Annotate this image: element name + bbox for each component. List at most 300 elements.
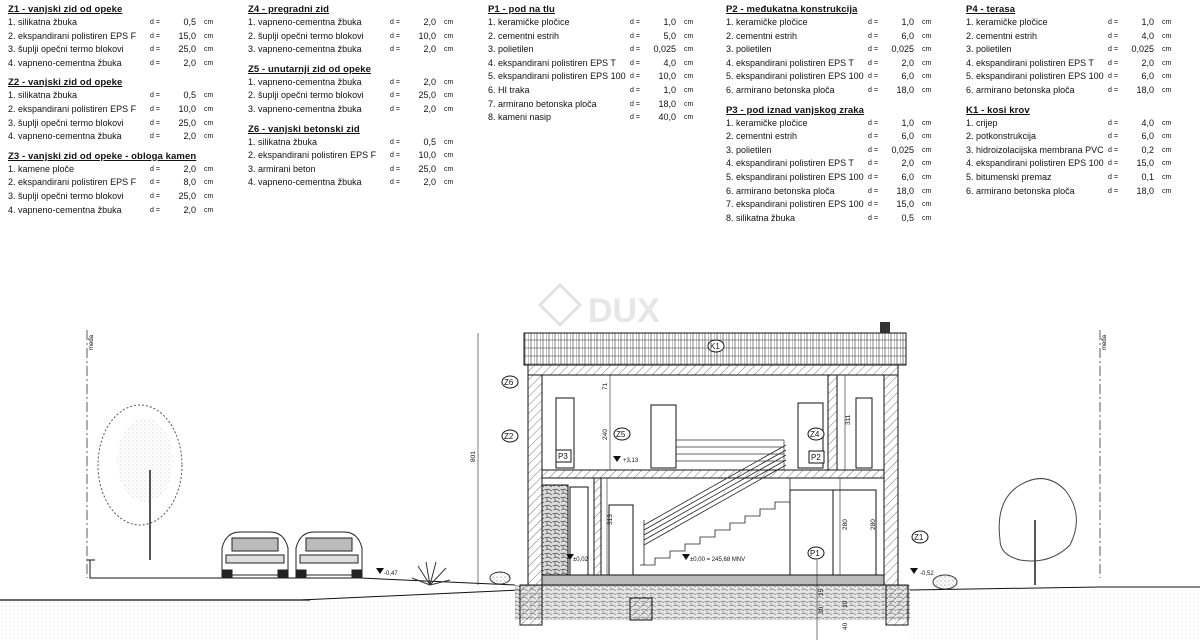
layer-d-label: d = xyxy=(868,214,878,222)
legend-group xyxy=(248,124,466,190)
legend-layer-row xyxy=(488,16,706,30)
legend-group xyxy=(488,4,706,125)
legend-column-4 xyxy=(726,4,944,232)
legend-layer-row xyxy=(488,84,706,98)
layer-number: 1. xyxy=(248,17,256,27)
layer-thickness: 2,0 xyxy=(423,44,436,55)
layer-material: ekspandirani polistiren EPS F xyxy=(18,103,137,114)
layer-d-label: d = xyxy=(1108,146,1118,154)
layer-name xyxy=(966,70,1108,84)
layer-material: vapneno-cementna žbuka xyxy=(18,57,122,68)
svg-text:P3: P3 xyxy=(558,452,568,461)
layer-d-label: d = xyxy=(390,165,400,173)
layer-name xyxy=(966,130,1108,144)
layer-number: 3. xyxy=(726,144,734,155)
layer-unit: cm xyxy=(1162,86,1172,94)
layer-name xyxy=(726,198,868,212)
layer-number: 2. xyxy=(248,30,256,41)
layer-d-label: d = xyxy=(868,119,878,127)
legend-layer-row xyxy=(726,198,944,212)
layer-thickness: 25,0 xyxy=(178,117,196,128)
layer-d-label: d = xyxy=(630,19,640,26)
layer-d-label: d = xyxy=(868,32,878,40)
layer-name xyxy=(966,117,1108,131)
layer-number: 5. xyxy=(726,71,734,82)
layer-d-label: d = xyxy=(868,160,878,168)
legend-layer-row xyxy=(726,57,944,71)
layer-d-label: d = xyxy=(390,179,400,187)
watermark-text: DUX xyxy=(588,292,660,330)
legend-group-title: P1 - pod na tlu xyxy=(488,4,555,15)
layer-number: 1. xyxy=(966,117,974,128)
layer-d-label: d = xyxy=(1108,59,1118,67)
legend-group xyxy=(966,4,1184,98)
dim-lower-right: 280 xyxy=(842,519,849,530)
layer-name xyxy=(488,111,630,125)
layer-unit: cm xyxy=(444,92,454,100)
layer-material: silikatna žbuka xyxy=(258,136,318,147)
layer-thickness: 4,0 xyxy=(1141,117,1154,128)
legend-layer-row xyxy=(488,30,706,44)
layer-d-label: d = xyxy=(1108,86,1118,94)
layer-material: vapneno-cementna žbuka xyxy=(258,44,362,55)
layer-unit: cm xyxy=(204,192,214,200)
legend-layer-row xyxy=(726,70,944,84)
layer-thickness: 25,0 xyxy=(418,163,436,174)
tag-p1 xyxy=(808,547,824,559)
layer-unit: cm xyxy=(922,160,932,168)
dim-lower: 313 xyxy=(607,514,614,525)
layer-d-label: d = xyxy=(150,59,160,67)
legend-layer-row xyxy=(726,212,944,226)
layer-thickness: 4,0 xyxy=(663,57,676,68)
layer-name xyxy=(966,144,1108,158)
layer-material: kameni nasip xyxy=(498,112,552,123)
layer-material: vapneno-cementna žbuka xyxy=(258,76,362,87)
layer-unit: cm xyxy=(204,206,214,214)
layer-number: 3. xyxy=(966,44,974,55)
layer-d-label: d = xyxy=(390,46,400,54)
layer-thickness: 6,0 xyxy=(901,171,914,182)
layer-unit: cm xyxy=(1162,59,1172,67)
layer-d-label: d = xyxy=(1108,119,1118,127)
layer-thickness: 2,0 xyxy=(901,57,914,68)
layer-thickness: 0,1 xyxy=(1141,171,1154,182)
layer-unit: cm xyxy=(922,201,932,209)
layer-number: 1. xyxy=(966,17,974,27)
layer-unit: cm xyxy=(444,138,454,146)
layer-thickness: 15,0 xyxy=(896,199,914,210)
layer-name xyxy=(966,30,1108,44)
legend-layer-row xyxy=(488,70,706,84)
legend-layer-row xyxy=(726,185,944,199)
layer-d-label: d = xyxy=(150,105,160,113)
layer-name xyxy=(8,163,150,177)
layer-thickness: 2,0 xyxy=(183,163,196,174)
layer-number: 3. xyxy=(488,44,496,55)
layer-material: armirano betonska ploča xyxy=(736,84,835,95)
level-ground: ±0,00 = 245,68 MNV xyxy=(690,557,746,563)
layer-unit: cm xyxy=(922,187,932,195)
layer-thickness: 2,0 xyxy=(183,57,196,68)
materials-legend xyxy=(0,0,1200,230)
tag-z5 xyxy=(614,428,630,440)
legend-layer-row xyxy=(248,16,466,30)
layer-material: šuplji opečni termo blokovi xyxy=(18,44,124,55)
layer-material: silikatna žbuka xyxy=(18,90,78,101)
layer-number: 1. xyxy=(726,117,734,128)
layer-number: 6. xyxy=(726,84,734,95)
level-porch: ±0,02 xyxy=(573,557,588,563)
legend-group-title: Z6 - vanjski betonski zid xyxy=(248,123,360,135)
layer-d-label: d = xyxy=(150,179,160,187)
layer-d-label: d = xyxy=(868,19,878,26)
layer-material: armirano betonska ploča xyxy=(498,98,597,109)
layer-thickness: 0,5 xyxy=(183,90,196,101)
layer-material: ekspandirani polistiren EPS F xyxy=(258,150,377,161)
layer-d-label: d = xyxy=(390,32,400,40)
layer-number: 1. xyxy=(726,17,734,27)
layer-material: šuplji opečni termo blokovi xyxy=(258,90,364,101)
layer-unit: cm xyxy=(684,46,694,54)
layer-thickness: 25,0 xyxy=(178,44,196,55)
layer-unit: cm xyxy=(444,19,454,26)
svg-text:K1: K1 xyxy=(710,342,720,351)
legend-layer-row xyxy=(8,117,226,131)
legend-column-3 xyxy=(488,4,706,132)
layer-material: šuplji opečni termo blokovi xyxy=(18,117,124,128)
layer-name xyxy=(248,76,390,90)
legend-group xyxy=(8,77,226,143)
layer-number: 2. xyxy=(488,30,496,41)
layer-material: ekspandirani polistiren EPS 100 xyxy=(976,71,1104,82)
layer-thickness: 40,0 xyxy=(658,112,676,123)
layer-d-label: d = xyxy=(150,46,160,54)
legend-layer-row xyxy=(488,111,706,125)
legend-layer-row xyxy=(8,176,226,190)
layer-material: ekspandirani polistiren EPS F xyxy=(18,177,137,188)
layer-material: crijep xyxy=(976,117,998,128)
legend-layer-row xyxy=(966,57,1184,71)
layer-d-label: d = xyxy=(868,59,878,67)
layer-number: 4. xyxy=(488,57,496,68)
layer-material: polietilen xyxy=(736,144,772,155)
layer-d-label: d = xyxy=(150,92,160,100)
border-right-label: međa xyxy=(1102,334,1108,350)
dim-found-1: 15 xyxy=(818,588,825,596)
layer-unit: cm xyxy=(204,165,214,173)
legend-layer-row xyxy=(248,176,466,190)
legend-group-title: Z5 - unutarnji zid od opeke xyxy=(248,63,372,75)
layer-d-label: d = xyxy=(150,192,160,200)
legend-layer-row xyxy=(966,144,1184,158)
layer-number: 2. xyxy=(966,131,974,142)
layer-name xyxy=(966,185,1108,199)
legend-layer-row xyxy=(248,103,466,117)
layer-d-label: d = xyxy=(1108,187,1118,195)
layer-number: 7. xyxy=(726,199,734,210)
layer-thickness: 0,025 xyxy=(653,44,676,55)
layer-unit: cm xyxy=(204,92,214,100)
layer-d-label: d = xyxy=(630,59,640,67)
building xyxy=(515,322,910,625)
layer-number: 6. xyxy=(966,185,974,196)
legend-layer-row xyxy=(726,157,944,171)
legend-layer-row xyxy=(966,30,1184,44)
layer-d-label: d = xyxy=(390,78,400,86)
layer-name xyxy=(726,30,868,44)
legend-layer-row xyxy=(726,117,944,131)
legend-group xyxy=(8,151,226,217)
layer-number: 1. xyxy=(8,90,16,101)
layer-material: vapneno-cementna žbuka xyxy=(258,17,362,27)
layer-thickness: 2,0 xyxy=(183,131,196,142)
layer-d-label: d = xyxy=(630,73,640,81)
layer-name xyxy=(488,43,630,57)
layer-number: 1. xyxy=(8,17,16,27)
layer-unit: cm xyxy=(204,133,214,141)
legend-group-title: K1 - kosi krov xyxy=(966,104,1030,116)
layer-unit: cm xyxy=(1162,73,1172,81)
layer-name xyxy=(248,16,390,30)
tag-k1 xyxy=(708,340,724,352)
layer-unit: cm xyxy=(922,73,932,81)
layer-unit: cm xyxy=(922,19,932,26)
layer-d-label: d = xyxy=(150,165,160,173)
layer-name xyxy=(8,30,150,44)
legend-group xyxy=(726,4,944,98)
layer-unit: cm xyxy=(204,32,214,40)
layer-material: ekspandirani polistiren EPS T xyxy=(498,57,616,68)
svg-text:Z2: Z2 xyxy=(504,432,514,441)
layer-name xyxy=(8,130,150,144)
layer-unit: cm xyxy=(922,59,932,67)
legend-group-title: P2 - međukatna konstrukcija xyxy=(726,4,858,15)
layer-name xyxy=(966,84,1108,98)
legend-layer-row xyxy=(966,70,1184,84)
layer-thickness: 18,0 xyxy=(1136,185,1154,196)
legend-column-1 xyxy=(8,4,226,224)
layer-material: silikatna žbuka xyxy=(18,17,78,27)
layer-number: 3. xyxy=(248,44,256,55)
layer-d-label: d = xyxy=(1108,173,1118,181)
layer-number: 1. xyxy=(488,17,496,27)
layer-material: armirano betonska ploča xyxy=(976,84,1075,95)
tree-right xyxy=(999,479,1076,585)
legend-layer-row xyxy=(726,130,944,144)
layer-unit: cm xyxy=(444,165,454,173)
layer-d-label: d = xyxy=(868,173,878,181)
legend-layer-row xyxy=(726,171,944,185)
layer-d-label: d = xyxy=(630,114,640,122)
layer-d-label: d = xyxy=(1108,19,1118,26)
layer-material: cementni estrih xyxy=(976,30,1038,41)
dim-found-2: 30 xyxy=(818,606,825,614)
layer-unit: cm xyxy=(444,32,454,40)
layer-unit: cm xyxy=(204,179,214,187)
layer-number: 6. xyxy=(966,84,974,95)
layer-unit: cm xyxy=(922,32,932,40)
legend-layer-row xyxy=(966,117,1184,131)
layer-unit: cm xyxy=(922,86,932,94)
legend-group xyxy=(248,4,466,57)
layer-thickness: 6,0 xyxy=(901,131,914,142)
layer-name xyxy=(488,16,630,30)
layer-number: 2. xyxy=(726,30,734,41)
layer-unit: cm xyxy=(1162,146,1172,154)
layer-unit: cm xyxy=(1162,173,1172,181)
layer-number: 1. xyxy=(248,136,256,147)
layer-unit: cm xyxy=(922,214,932,222)
layer-number: 2. xyxy=(8,177,16,188)
layer-thickness: 15,0 xyxy=(178,30,196,41)
layer-d-label: d = xyxy=(390,19,400,26)
layer-thickness: 0,5 xyxy=(183,17,196,27)
layer-material: ekspandirani polistiren EPS 100 xyxy=(736,71,864,82)
layer-unit: cm xyxy=(444,152,454,160)
dim-p1: 10 xyxy=(842,600,849,608)
layer-material: potkonstrukcija xyxy=(976,131,1037,142)
layer-material: hidroizolacijska membrana PVC xyxy=(976,144,1104,155)
layer-thickness: 1,0 xyxy=(663,17,676,27)
layer-unit: cm xyxy=(204,59,214,67)
legend-group-title: Z1 - vanjski zid od opeke xyxy=(8,4,123,15)
dim-upper: 240 xyxy=(602,429,609,440)
layer-d-label: d = xyxy=(868,46,878,54)
layer-name xyxy=(8,190,150,204)
tag-p2 xyxy=(809,451,824,463)
layer-thickness: 2,0 xyxy=(423,177,436,188)
legend-group-title: Z2 - vanjski zid od opeke xyxy=(8,77,123,89)
dim-upper-right: 311 xyxy=(845,414,852,425)
building-section-drawing xyxy=(0,230,1200,640)
layer-d-label: d = xyxy=(868,133,878,141)
legend-layer-row xyxy=(488,57,706,71)
layer-unit: cm xyxy=(444,105,454,113)
legend-layer-row xyxy=(248,76,466,90)
layer-name xyxy=(488,30,630,44)
legend-layer-row xyxy=(8,204,226,218)
layer-number: 4. xyxy=(8,131,16,142)
layer-material: polietilen xyxy=(976,44,1012,55)
layer-material: armirani beton xyxy=(258,163,316,174)
layer-thickness: 2,0 xyxy=(183,204,196,215)
legend-layer-row xyxy=(966,185,1184,199)
layer-name xyxy=(726,117,868,131)
layer-material: armirano betonska ploča xyxy=(976,185,1075,196)
layer-name xyxy=(248,149,390,163)
layer-name xyxy=(488,84,630,98)
layer-unit: cm xyxy=(1162,187,1172,195)
layer-name xyxy=(248,136,390,150)
layer-d-label: d = xyxy=(150,119,160,127)
legend-group xyxy=(8,4,226,70)
legend-group xyxy=(966,105,1184,199)
layer-name xyxy=(726,130,868,144)
legend-layer-row xyxy=(488,98,706,112)
legend-layer-row xyxy=(966,16,1184,30)
layer-thickness: 0,5 xyxy=(901,212,914,223)
layer-material: polietilen xyxy=(498,44,534,55)
layer-thickness: 25,0 xyxy=(418,90,436,101)
layer-unit: cm xyxy=(1162,133,1172,141)
dim-attic: 71 xyxy=(602,382,609,390)
layer-unit: cm xyxy=(444,179,454,187)
car-right xyxy=(296,532,362,578)
layer-number: 6. xyxy=(488,84,496,95)
layer-unit: cm xyxy=(684,100,694,108)
layer-unit: cm xyxy=(444,78,454,86)
layer-unit: cm xyxy=(684,73,694,81)
car-left xyxy=(222,532,288,578)
level-left-terrain: -0,47 xyxy=(384,571,398,577)
layer-d-label: d = xyxy=(868,86,878,94)
layer-unit: cm xyxy=(684,59,694,67)
legend-layer-row xyxy=(248,149,466,163)
svg-text:Z1: Z1 xyxy=(914,533,924,542)
legend-layer-row xyxy=(966,157,1184,171)
dim-p2: 40 xyxy=(842,622,849,630)
layer-name xyxy=(488,70,630,84)
layer-name xyxy=(726,16,868,30)
layer-number: 6. xyxy=(726,185,734,196)
layer-material: keramičke pločice xyxy=(976,17,1048,27)
legend-layer-row xyxy=(726,144,944,158)
layer-unit: cm xyxy=(204,46,214,54)
layer-number: 4. xyxy=(8,204,16,215)
tag-p3 xyxy=(556,450,571,462)
svg-text:Z4: Z4 xyxy=(810,430,820,439)
layer-material: cementni estrih xyxy=(736,30,798,41)
layer-name xyxy=(726,185,868,199)
layer-thickness: 1,0 xyxy=(901,17,914,27)
layer-d-label: d = xyxy=(390,152,400,160)
layer-unit: cm xyxy=(1162,119,1172,127)
layer-thickness: 1,0 xyxy=(663,84,676,95)
layer-name xyxy=(8,204,150,218)
layer-number: 4. xyxy=(966,158,974,169)
layer-material: šuplji opečni termo blokovi xyxy=(258,30,364,41)
layer-material: polietilen xyxy=(736,44,772,55)
layer-thickness: 2,0 xyxy=(1141,57,1154,68)
layer-d-label: d = xyxy=(868,146,878,154)
layer-material: keramičke pločice xyxy=(498,17,570,27)
svg-text:P1: P1 xyxy=(810,549,820,558)
layer-name xyxy=(8,57,150,71)
layer-name xyxy=(8,103,150,117)
layer-name xyxy=(966,171,1108,185)
layer-thickness: 6,0 xyxy=(901,71,914,82)
legend-group-title: Z3 - vanjski zid od opeke - obloga kamen xyxy=(8,150,197,162)
layer-thickness: 18,0 xyxy=(896,84,914,95)
layer-thickness: 10,0 xyxy=(658,71,676,82)
legend-layer-row xyxy=(726,16,944,30)
layer-name xyxy=(488,98,630,112)
layer-d-label: d = xyxy=(868,201,878,209)
layer-number: 3. xyxy=(8,190,16,201)
layer-number: 5. xyxy=(966,171,974,182)
layer-name xyxy=(248,103,390,117)
layer-name xyxy=(966,43,1108,57)
layer-d-label: d = xyxy=(630,86,640,94)
tag-z1 xyxy=(912,531,928,543)
layer-unit: cm xyxy=(922,133,932,141)
layer-unit: cm xyxy=(204,19,214,26)
layer-name xyxy=(488,57,630,71)
level-upper: +3,13 xyxy=(623,458,639,464)
legend-group xyxy=(726,105,944,226)
layer-number: 2. xyxy=(726,131,734,142)
